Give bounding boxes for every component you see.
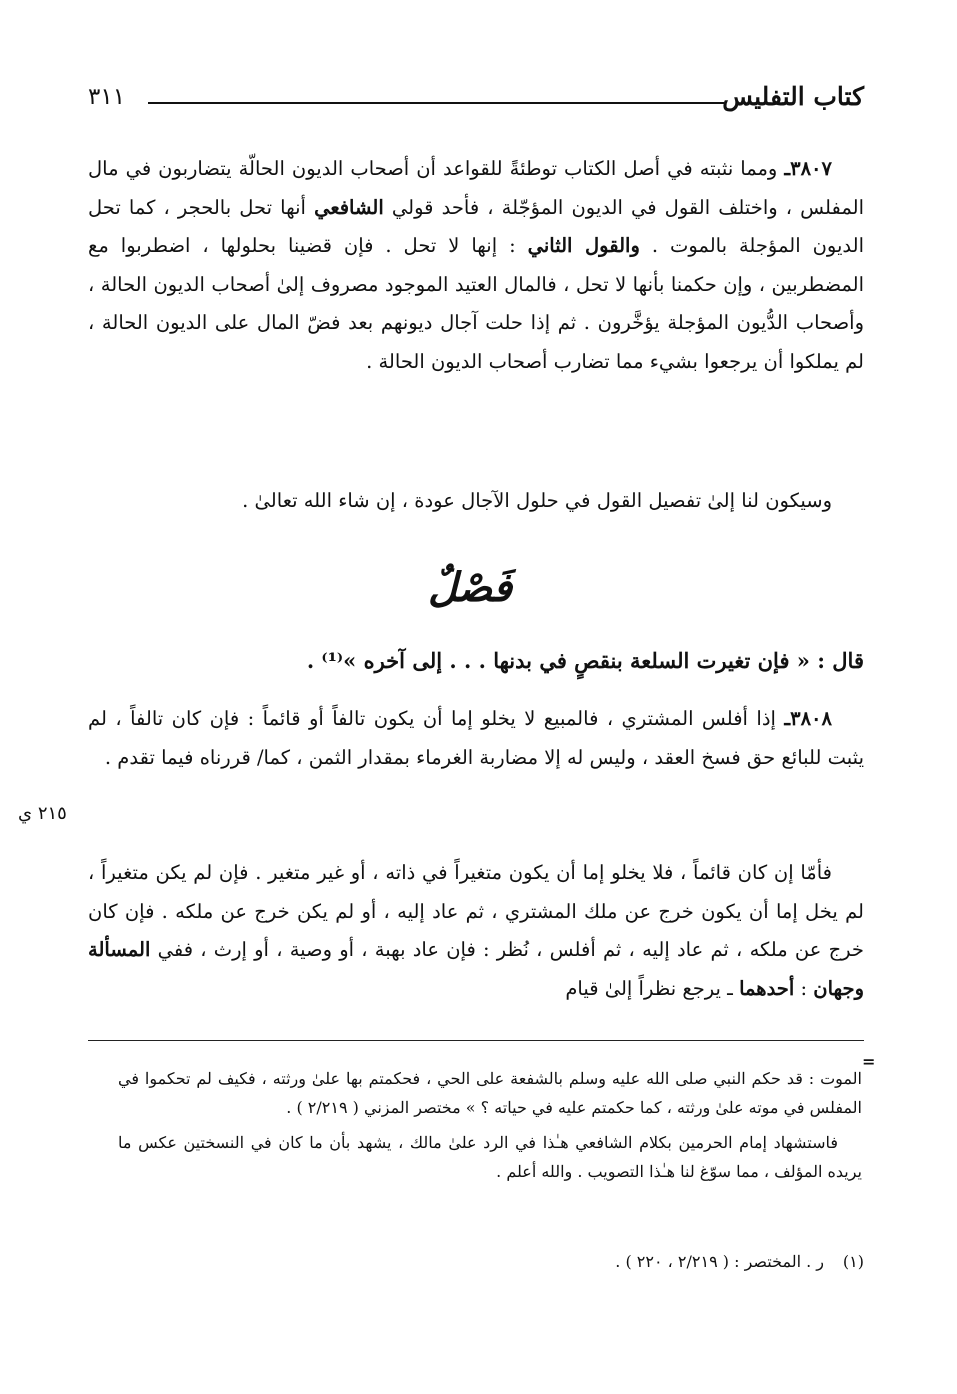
manuscript-margin-note: ٢١٥ ي: [18, 803, 67, 824]
paragraph-number: ٣٨٠٨ـ: [784, 707, 832, 730]
footnote-continuation-mark: =: [862, 1052, 876, 1071]
footnote-number: (١): [842, 1252, 864, 1271]
footnote-editor-note: فاستشهاد إمام الحرمين بكلام الشافعي هـٰذا في الرد علىٰ مالك ، يشهد بأن ما كان في النسختين عكس ما يريده المؤلف ، مما سوّغ لنا هـٰذا التصويب . والله أعلم .: [118, 1133, 862, 1181]
footnotes: [118, 1064, 862, 1192]
paragraph-3807: ٣٨٠٧ـ ومما نثبته في أصل الكتاب توطئةً للقواعد أن أصحاب الديون الحالّة يتضاربون في مال المفلس ، واختلف القول في الديون المؤجّلة ، فأحد قولي الشافعي أنها تحل بالحجر ، كما تحل الديون المؤجلة بالموت . والقول الثاني : إنها لا تحل . فإن قضينا بحلولها ، اضطربوا مع المضطربين ، وإن حكمنا بأنها لا تحل ، فالمال العتيد الموجود مصروف إلىٰ أصحاب الديون الحالة ، وأصحاب الدُّيون المؤجلة يؤخَّرون . ثم إذا حلت آجال ديونهم بعد فضّ المال على الديون الحالة ، لم يملكوا أن يرجعوا بشيء مما تضارب أصحاب الديون الحالة .: [88, 157, 865, 373]
header-rule: [148, 102, 724, 104]
footnote-reference: ر . المختصر : ( ٢/٢١٩ ، ٢٢٠ ) .: [615, 1252, 824, 1271]
first-view-label: أحدهما: [739, 976, 795, 1000]
running-header: [88, 82, 864, 122]
paragraph-number: ٣٨٠٧ـ: [784, 157, 832, 180]
section-heading-ornament: فَصْلٌ: [427, 564, 513, 611]
paragraph-3808: ٣٨٠٨ـ إذا أفلس المشتري ، فالمبيع لا يخلو إما أن يكون تالفاً أو قائماً : فإن كان تالفاً ، لم يثبت للبائع حق فسخ العقد ، وليس له إلا مضاربة الغرماء بمقدار الثمن ، كما/ قررناه فيما تقدم .: [88, 707, 864, 769]
page-number: ٣١١: [88, 84, 126, 110]
name-shafii: الشافعي: [314, 195, 384, 219]
quoted-text-line: قال : « فإن تغيرت السلعة بنقصٍ في بدنها . . . إلى آخره »⁽¹⁾ .: [306, 648, 864, 673]
two-views-label: المسألة وجهان: [88, 938, 864, 1000]
book-title: كتاب التفليس: [722, 82, 864, 111]
paragraph-item-standing: فأمّا إن كان قائماً ، فلا يخلو إما أن يكون متغيراً في ذاته ، أو غير متغير . فإن لم يكن متغيراً ، لم يخل إما أن يكون خرج عن ملك المشتري ، ثم عاد إليه ، أو لم يكن خرج عن ملكه . فإن كان خرج عن ملكه ، ثم عاد إليه ، ثم أفلس ، نُظر : فإن عاد بهبة ، أو وصية ، أو إرث ، ففي المسألة وجهان : أحدهما ـ يرجع نظراً إلىٰ قيام: [88, 861, 864, 1000]
footnote-divider: [88, 1040, 864, 1041]
second-opinion-label: والقول الثاني: [527, 234, 640, 257]
footnote-continued: الموت : قد حكم النبي صلى الله عليه وسلم بالشفعة على الحي ، فحكمتم بها علىٰ ورثته ، فكيف لم تحكموا في المفلس في موته علىٰ ورثته ، كما حكمتم عليه في حياته ؟ » مختصر المزني ( ٢/٢١٩ ) .: [118, 1069, 863, 1117]
paragraph-later-return: وسيكون لنا إلىٰ تفصيل القول في حلول الآجال عودة ، إن شاء الله تعالىٰ .: [242, 489, 832, 512]
